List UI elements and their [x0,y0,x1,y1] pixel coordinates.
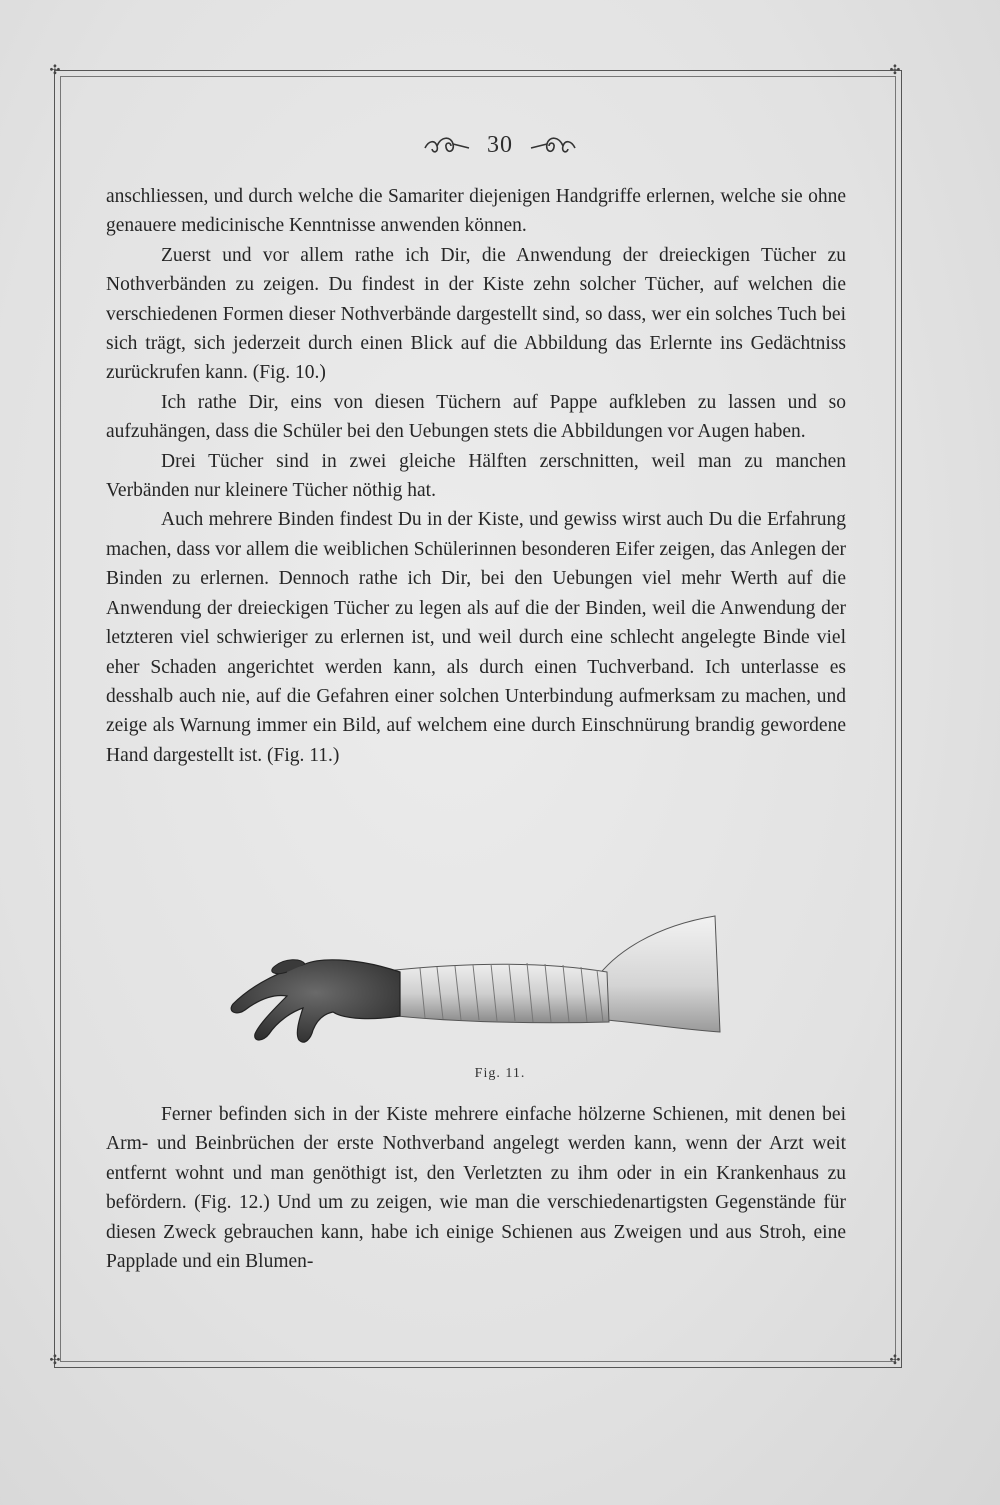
paragraph: Ich rathe Dir, eins von diesen Tüchern auf Pappe aufkleben zu lassen und so aufzuhängen, dass die Schüler bei den Uebungen stets die Abbildungen vor Augen haben. [106,391,846,443]
page-header [0,125,1000,165]
scroll-ornament-icon [421,130,473,160]
corner-ornament-icon: ✣ [889,63,901,78]
paragraph: Ferner befinden sich in der Kiste mehrere einfache hölzerne Schienen, mit denen bei Arm- und Beinbrüchen der erste Nothverband angelegt werden kann, wenn der Arzt weit entfernt wohnt und man genöthigt ist, den Verletzten zu ihm oder in ein Krankenhaus zu befördern. (Fig. 12.) Und um zu zeigen, wie man die verschiedenartigsten Gegenstände für diesen Zweck gebrauchen kann, habe ich einige Schienen aus Zweigen und aus Stroh, eine Papplade und ein Blumen- [106,1104,846,1273]
body-text-top [106,182,846,770]
scroll-ornament-icon [527,130,579,160]
figure-bandaged-arm-illustration [215,912,725,1052]
paragraph: anschliessen, und durch welche die Samariter diejenigen Handgriffe erlernen, welche sie ohne genauere medicinische Kenntnisse anwenden können. [106,186,846,237]
figure-caption: Fig. 11. [474,1066,526,1081]
body-text-bottom [106,1100,846,1276]
page-number: 30 [487,131,513,158]
paragraph: Drei Tücher sind in zwei gleiche Hälften zerschnitten, weil man zu manchen Verbänden nur kleinere Tücher nöthig hat. [106,450,846,502]
corner-ornament-icon: ✣ [889,1353,901,1368]
corner-ornament-icon: ✣ [49,1353,61,1368]
paragraph: Zuerst und vor allem rathe ich Dir, die Anwendung der dreieckigen Tücher zu Nothverbänden zu zeigen. Du findest in der Kiste zehn solcher Tücher, auf welchen die verschiedenen Formen dieser Nothverbände dargestellt sind, so dass, wer ein solches Tuch bei sich trägt, sich jederzeit durch einen Blick auf die Abbildung das Erlernte ins Gedächtniss zurückrufen kann. (Fig. 10.) [106,244,846,384]
paragraph: Auch mehrere Binden findest Du in der Kiste, und gewiss wirst auch Du die Erfahrung machen, dass vor allem die weiblichen Schülerinnen besonderen Eifer zeigen, das Anlegen der Binden zu erlernen. Dennoch rathe ich Dir, bei den Uebungen viel mehr Werth auf die Anwendung der dreieckigen Tücher zu legen als auf die der Binden, weil die Anwendung der letzteren viel schwieriger zu erlernen ist, und weil durch eine schlecht angelegte Binde viel eher Schaden angerichtet werden kann, als durch einen Tuchverband. Ich unterlasse es desshalb auch nie, auf die Gefahren einer solchen Unterbindung aufmerksam zu machen, und zeige als Warnung immer ein Bild, auf welchem eine durch Einschnürung brandig gewordene Hand dargestellt ist. (Fig. 11.) [106,509,846,766]
corner-ornament-icon: ✣ [49,63,61,78]
